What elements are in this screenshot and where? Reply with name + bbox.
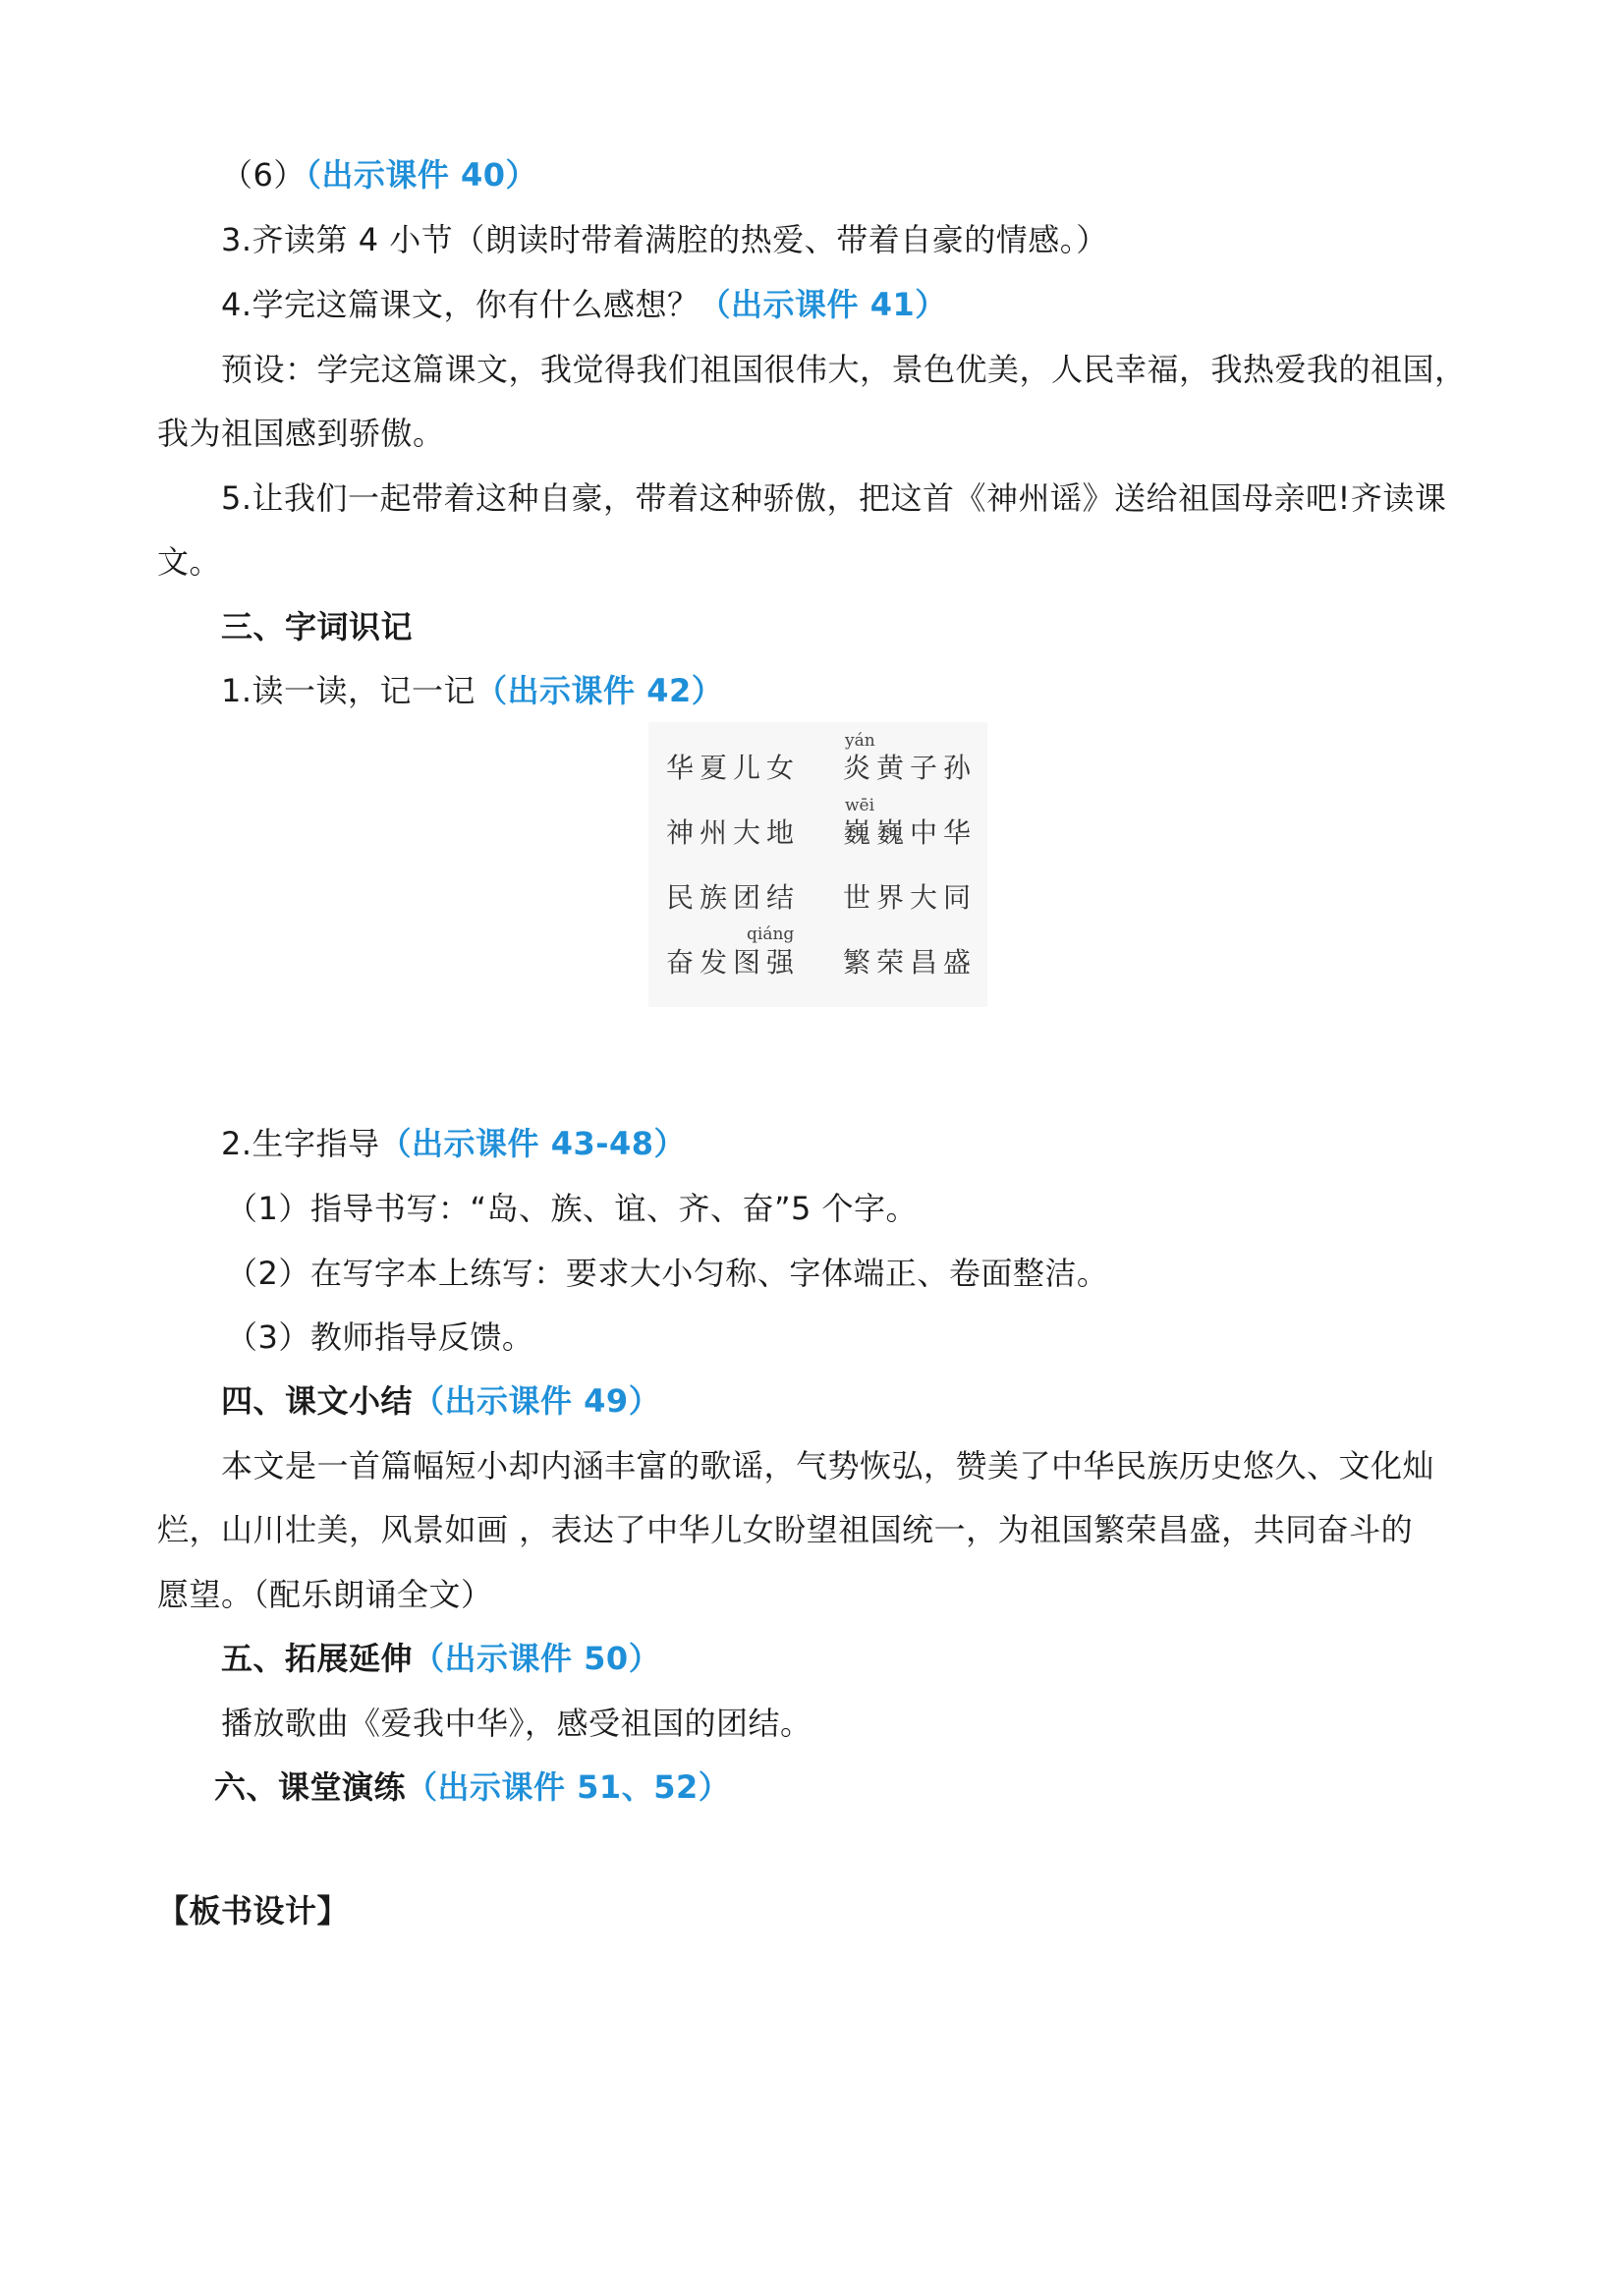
blackboard-design-heading: 【板书设计】 <box>157 1892 350 1930</box>
vocab-pinyin: qiáng <box>747 924 795 944</box>
courseware-reference: （出示课件 51、52） <box>406 1768 731 1806</box>
step-4-line <box>221 285 947 324</box>
summary-line-3: 愿望。（配乐朗诵全文） <box>157 1576 493 1613</box>
courseware-reference: （出示课件 40） <box>305 156 538 194</box>
preset-answer-line-1: 预设：学完这篇课文，我觉得我们祖国很伟大，景色优美，人民幸福，我热爱我的祖国， <box>221 351 1467 388</box>
vocab-read-line <box>221 671 723 710</box>
step-6-line <box>221 155 537 195</box>
step-text: 2.生字指导 <box>221 1125 380 1162</box>
section-heading-extension <box>221 1639 660 1678</box>
vocab-term: 华夏儿女 <box>666 752 801 784</box>
guidance-item-3: （3）教师指导反馈。 <box>226 1318 534 1356</box>
vocab-term: 繁荣昌盛 <box>843 946 978 979</box>
vocab-pinyin: wēi <box>845 796 875 815</box>
vocab-term: 奋发图强 <box>666 946 801 979</box>
section-heading-summary <box>221 1381 660 1421</box>
step-3-line: 3.齐读第 4 小节（朗读时带着满腔的热爱、带着自豪的情感。） <box>221 221 1108 258</box>
guidance-item-1: （1）指导书写：“岛、族、谊、齐、奋”5 个字。 <box>226 1190 919 1227</box>
summary-line-2: 烂，山川壮美，风景如画 ，表达了中华儿女盼望祖国统一，为祖国繁荣昌盛，共同奋斗的 <box>157 1511 1414 1548</box>
extension-line: 播放歌曲《爱我中华》，感受祖国的团结。 <box>221 1705 812 1742</box>
step-5-line-2: 文。 <box>157 543 222 581</box>
courseware-reference: （出示课件 41） <box>699 286 947 323</box>
vocab-term: 巍巍中华 <box>843 816 978 849</box>
courseware-reference: （出示课件 49） <box>413 1382 661 1420</box>
courseware-reference: （出示课件 43-48） <box>379 1125 687 1162</box>
courseware-reference: （出示课件 42） <box>476 672 724 709</box>
vocab-term: 神州大地 <box>666 816 801 849</box>
heading-text: 四、课文小结 <box>221 1382 414 1420</box>
step-text: 1.读一读，记一记 <box>221 672 476 709</box>
section-heading-vocabulary: 三、字词识记 <box>221 608 414 645</box>
courseware-reference: （出示课件 50） <box>413 1640 661 1677</box>
step-5-line-1: 5.让我们一起带着这种自豪，带着这种骄傲，把这首《神州谣》送给祖国母亲吧!齐读课 <box>221 479 1447 517</box>
summary-line-1: 本文是一首篇幅短小却内涵丰富的歌谣，气势恢弘，赞美了中华民族历史悠久、文化灿 <box>221 1447 1435 1484</box>
guidance-item-2: （2）在写字本上练写：要求大小匀称、字体端正、卷面整洁。 <box>226 1255 1109 1292</box>
heading-text: 六、课堂演练 <box>214 1768 407 1806</box>
vocab-term: 民族团结 <box>666 881 801 914</box>
vocabulary-figure <box>648 722 987 1007</box>
step-text: 4.学完这篇课文，你有什么感想？ <box>221 286 700 323</box>
vocab-term: 炎黄子孙 <box>843 752 978 784</box>
vocab-pinyin: yán <box>845 731 875 751</box>
heading-text: 五、拓展延伸 <box>221 1640 414 1677</box>
step-label: （6） <box>221 156 306 194</box>
vocab-term: 世界大同 <box>843 881 978 914</box>
section-heading-practice <box>214 1767 730 1807</box>
preset-answer-line-2: 我为祖国感到骄傲。 <box>157 415 445 452</box>
character-guidance-line <box>221 1124 686 1163</box>
